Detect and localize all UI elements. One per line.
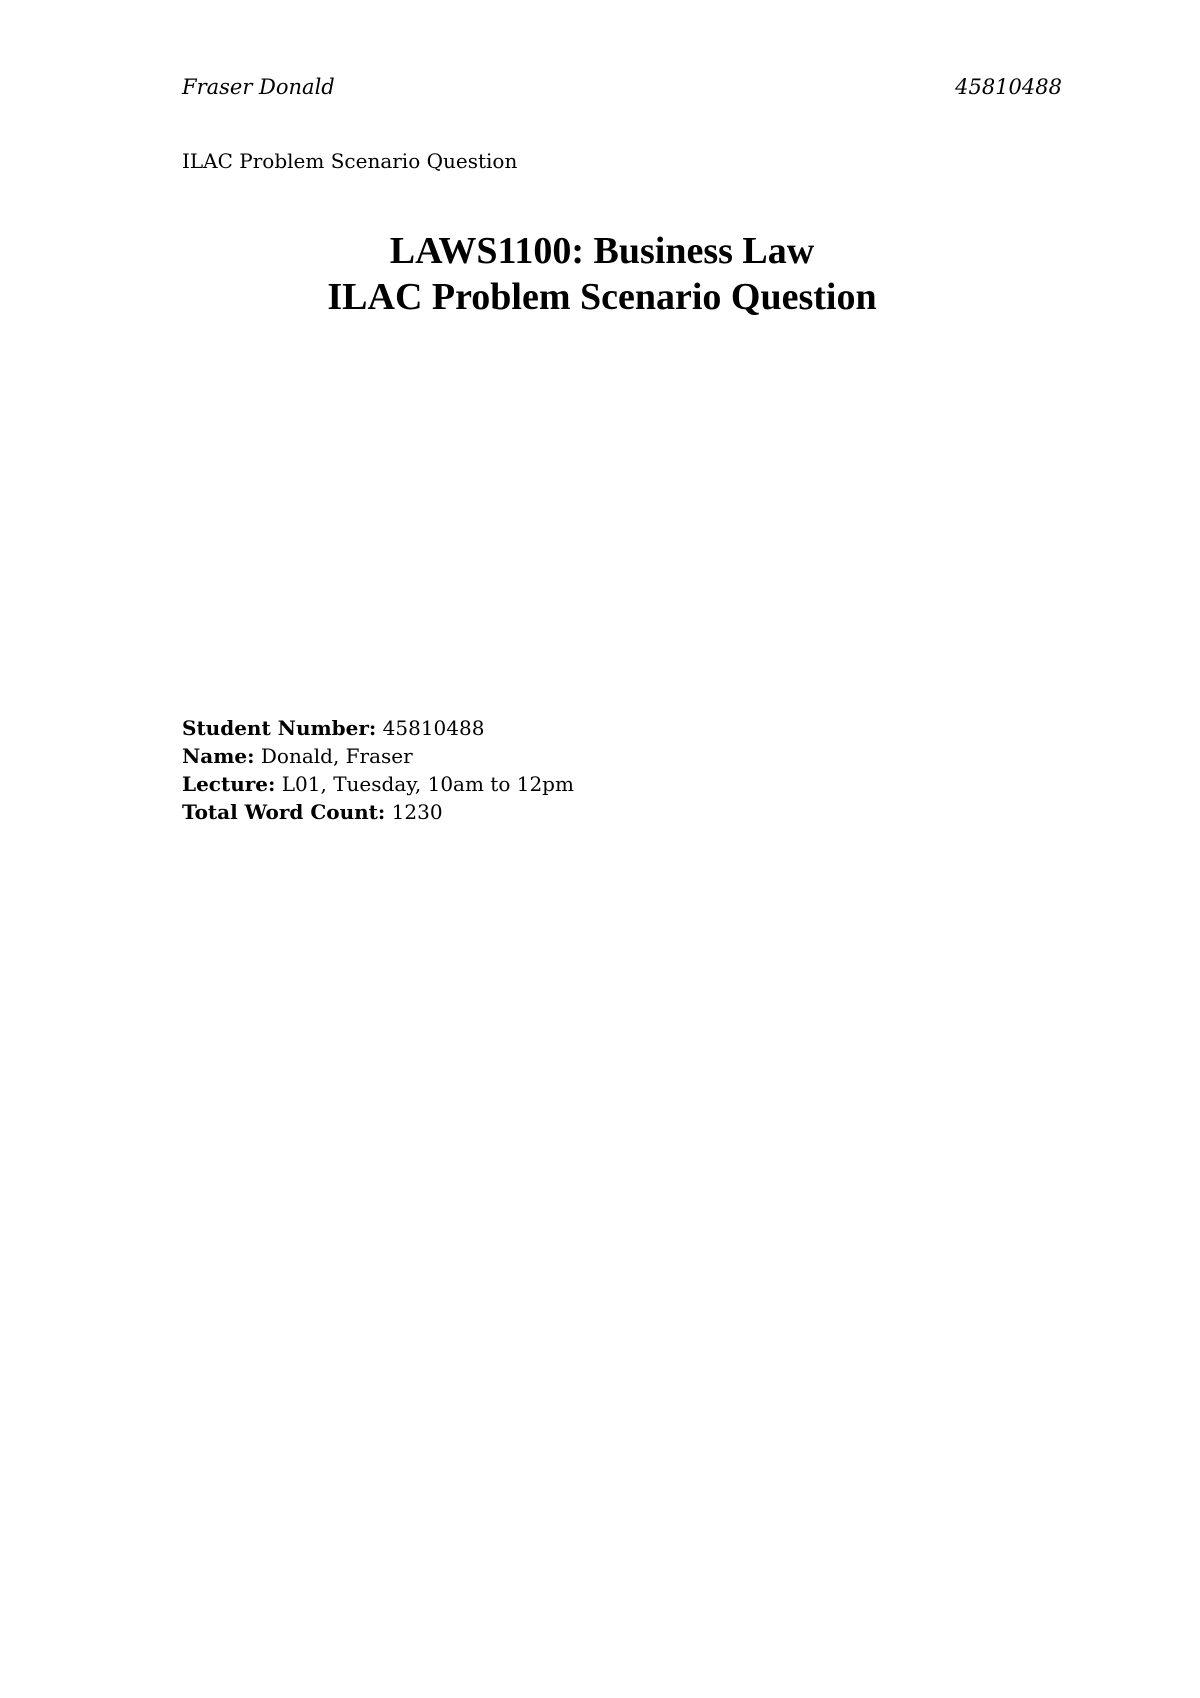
student-info	[182, 714, 574, 826]
info-row-word-count	[182, 798, 574, 826]
info-label: Lecture:	[182, 772, 276, 796]
header-student-id: 45810488	[955, 75, 1062, 99]
header-author: Fraser Donald	[182, 75, 335, 99]
info-row-student-number	[182, 714, 574, 742]
info-label: Name:	[182, 744, 255, 768]
page-header	[182, 72, 1062, 102]
info-row-name	[182, 742, 574, 770]
info-label: Total Word Count:	[182, 800, 386, 824]
document-title	[182, 228, 1022, 320]
subheader-title: ILAC Problem Scenario Question	[182, 149, 518, 173]
info-value: Donald, Fraser	[260, 744, 413, 768]
title-assignment: ILAC Problem Scenario Question	[327, 276, 877, 318]
info-value: 45810488	[382, 716, 485, 740]
info-value: L01, Tuesday, 10am to 12pm	[281, 772, 574, 796]
info-label: Student Number:	[182, 716, 377, 740]
title-course: LAWS1100: Business Law	[389, 230, 815, 272]
info-value: 1230	[391, 800, 443, 824]
info-row-lecture	[182, 770, 574, 798]
